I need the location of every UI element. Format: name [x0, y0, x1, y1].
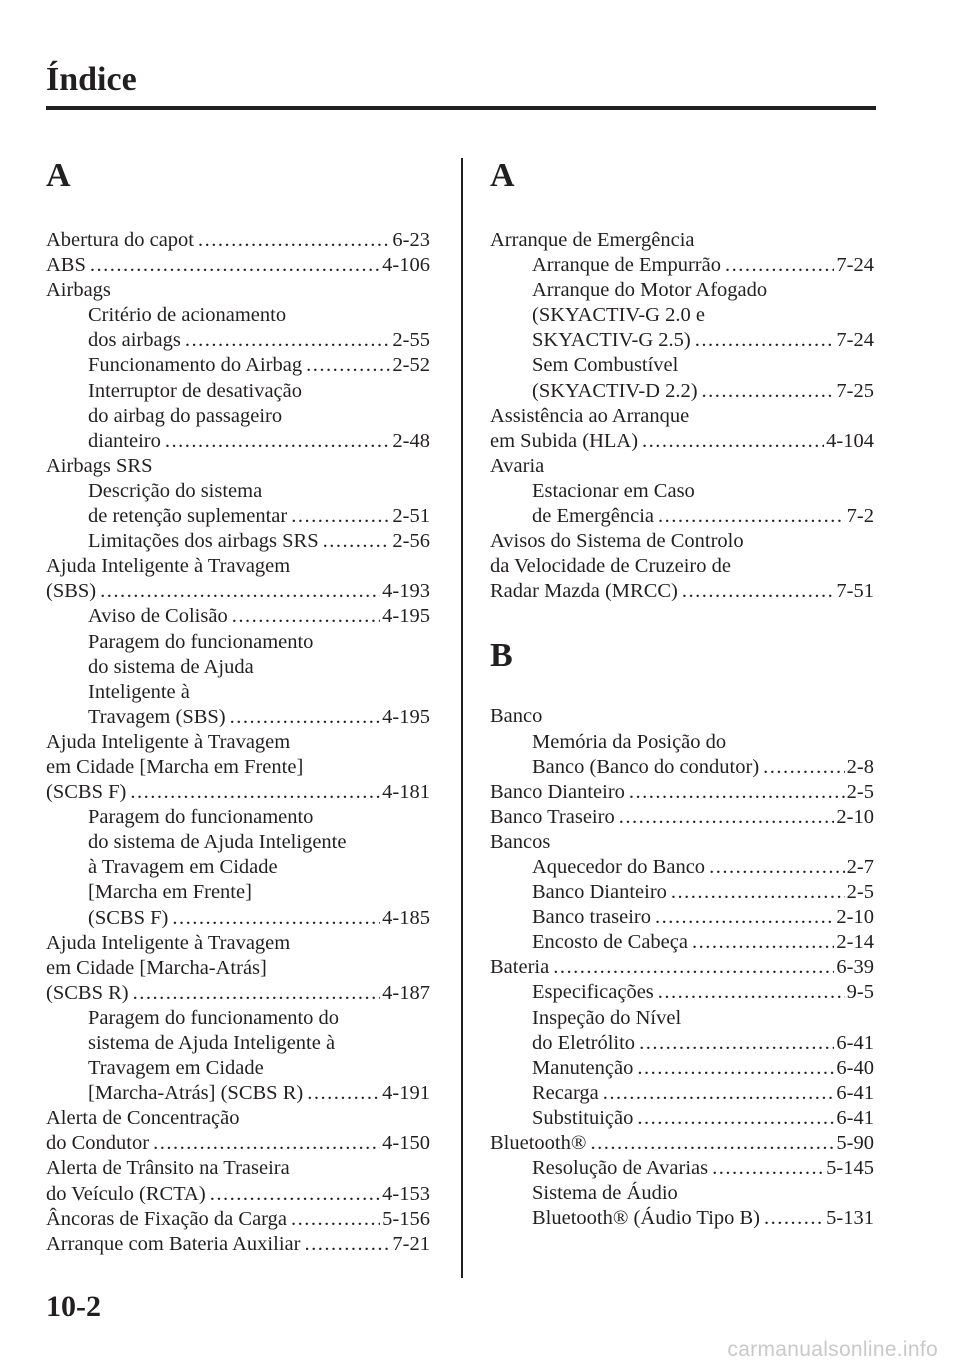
index-entry: [490, 228, 874, 253]
entry-text: Substituição: [532, 1106, 634, 1129]
entry-text: Alerta de Trânsito na Traseira: [46, 1157, 290, 1180]
index-subentry: [490, 730, 874, 755]
entry-text: de Emergência: [532, 505, 654, 528]
dot-leader: [210, 1182, 380, 1207]
entry-text: Descrição do sistema: [88, 479, 263, 502]
entry-text: sistema de Ajuda Inteligente à: [88, 1032, 336, 1054]
dot-leader: [153, 1131, 380, 1156]
index-subentry: [490, 1031, 874, 1056]
dot-leader: [306, 353, 390, 378]
page-reference: 7-51: [836, 580, 874, 603]
index-column-left: [46, 152, 430, 1257]
page-reference: 9-5: [846, 981, 874, 1004]
dot-leader: [304, 1232, 390, 1257]
index-subentry: [490, 880, 874, 905]
dot-leader: [590, 1131, 834, 1156]
index-entries: [490, 228, 874, 604]
index-entry: [490, 454, 874, 479]
entry-text: da Velocidade de Cruzeiro de: [490, 555, 731, 578]
page-reference: 7-25: [836, 379, 874, 402]
index-entry: [490, 1131, 874, 1156]
dot-leader: [637, 1106, 834, 1131]
dot-leader: [642, 429, 824, 454]
dot-leader: [130, 780, 380, 805]
index-subentry: [490, 353, 874, 378]
index-entry: [490, 805, 874, 830]
index-subentry: [46, 353, 430, 378]
page-reference: 2-10: [836, 906, 874, 929]
page-reference: 2-55: [392, 329, 430, 352]
dot-leader: [619, 805, 835, 830]
entry-text: Airbags SRS: [46, 454, 153, 477]
index-subentry: [46, 404, 430, 429]
entry-text: (SCBS F): [46, 781, 127, 804]
dot-leader: [307, 1081, 380, 1106]
index-subentry: [46, 805, 430, 830]
section-letter: A: [490, 157, 515, 194]
page-reference: 2-10: [836, 805, 874, 828]
dot-leader: [658, 980, 845, 1005]
index-entry: [46, 1156, 430, 1181]
entry-text: (SCBS R): [46, 981, 129, 1004]
index-entry: [46, 755, 430, 780]
page-reference: 5-90: [836, 1132, 874, 1154]
dot-leader: [232, 604, 380, 629]
dot-leader: [230, 705, 381, 730]
dot-leader: [702, 379, 835, 404]
dot-leader: [764, 1206, 824, 1231]
entry-text: Resolução de Avarias: [532, 1157, 709, 1180]
entry-text: Bluetooth®: [490, 1132, 587, 1154]
index-subentry: [46, 328, 430, 353]
entry-text: Banco Dianteiro: [532, 881, 667, 904]
entry-text: Limitações dos airbags SRS: [88, 530, 319, 553]
index-entry: [490, 704, 874, 729]
index-subentry: [46, 655, 430, 680]
column-divider: [461, 158, 463, 1278]
index-entry: [46, 1131, 430, 1156]
index-column-right: [490, 152, 874, 1231]
page-reference: 4-187: [382, 981, 430, 1004]
index-entry: [490, 529, 874, 554]
page-reference: 6-40: [836, 1056, 874, 1079]
entry-text: Manutenção: [532, 1056, 634, 1079]
page-reference: 4-104: [826, 429, 874, 452]
entry-text: [Marcha-Atrás] (SCBS R): [88, 1082, 304, 1105]
entry-text: de retenção suplementar: [88, 505, 288, 528]
dot-leader: [695, 328, 835, 353]
entry-text: à Travagem em Cidade: [88, 856, 278, 879]
index-subentry: [490, 905, 874, 930]
dot-leader: [709, 855, 845, 880]
dot-leader: [185, 328, 391, 353]
entry-text: Radar Mazda (MRCC): [490, 580, 678, 603]
entry-text: Arranque do Motor Afogado: [532, 279, 768, 302]
dot-leader: [198, 228, 390, 253]
index-entry: [490, 579, 874, 604]
index-subentry: [490, 755, 874, 780]
page-reference: 7-24: [836, 254, 874, 277]
page-reference: 6-41: [836, 1081, 874, 1104]
index-entry: [46, 1106, 430, 1131]
entry-text: do Veículo (RCTA): [46, 1182, 206, 1205]
entry-text: [Marcha em Frente]: [88, 881, 252, 904]
entry-text: ABS: [46, 254, 86, 277]
index-subentry: [46, 303, 430, 328]
dot-leader: [90, 253, 380, 278]
index-entry: [46, 253, 430, 278]
dot-leader: [637, 1056, 834, 1081]
dot-leader: [165, 429, 391, 454]
index-subentry: [46, 630, 430, 655]
index-subentry: [490, 504, 874, 529]
index-subentry: [490, 1056, 874, 1081]
index-subentry: [490, 379, 874, 404]
index-subentry: [490, 1106, 874, 1131]
dot-leader: [100, 579, 380, 604]
entry-text: Alerta de Concentração: [46, 1107, 240, 1130]
index-subentry: [46, 855, 430, 880]
entry-text: Recarga: [532, 1081, 599, 1104]
index-subentry: [46, 906, 430, 931]
entry-text: Inspeção do Nível: [532, 1006, 682, 1029]
page-reference: 4-181: [382, 781, 430, 804]
index-subentry: [46, 479, 430, 504]
page-reference: 2-52: [392, 354, 430, 377]
entry-text: Encosto de Cabeça: [532, 931, 688, 954]
entry-text: Banco traseiro: [532, 906, 651, 929]
entry-text: Abertura do capot: [46, 229, 194, 251]
entry-text: Inteligente à: [88, 680, 190, 703]
dot-leader: [291, 1207, 380, 1232]
entry-text: Airbags: [46, 279, 111, 302]
page-reference: 7-21: [392, 1232, 430, 1255]
entry-text: Aquecedor do Banco: [532, 855, 706, 878]
entry-text: Bancos: [490, 830, 551, 853]
entry-text: Estacionar em Caso: [532, 479, 695, 502]
index-subentry: [46, 830, 430, 855]
index-entry: [46, 554, 430, 579]
dot-leader: [639, 1031, 834, 1056]
entry-text: Travagem (SBS): [88, 705, 226, 728]
index-subentry: [46, 1031, 430, 1056]
dot-leader: [655, 905, 834, 930]
index-entry: [46, 981, 430, 1006]
page-reference: 2-7: [846, 855, 874, 878]
dot-leader: [291, 504, 390, 529]
entry-text: Especificações: [532, 981, 654, 1004]
index-subentry: [46, 880, 430, 905]
index-entry: [46, 1182, 430, 1207]
page-reference: 5-131: [826, 1207, 874, 1230]
section-letter: A: [46, 157, 71, 194]
index-subentry: [46, 604, 430, 629]
section-letter: B: [490, 637, 513, 675]
entry-text: (SKYACTIV-G 2.0 e: [532, 304, 705, 327]
entry-text: Arranque com Bateria Auxiliar: [46, 1232, 301, 1255]
index-subentry: [490, 303, 874, 328]
entry-text: do airbag do passageiro: [88, 404, 283, 427]
index-entry: [46, 956, 430, 981]
dot-leader: [658, 504, 845, 529]
index-entry: [46, 730, 430, 755]
entry-text: (SCBS F): [88, 906, 169, 929]
index-entry: [490, 830, 874, 855]
index-entries: [46, 228, 430, 1257]
entry-text: Ajuda Inteligente à Travagem: [46, 555, 291, 578]
watermark: carmanualsonline.info: [727, 1338, 938, 1361]
entry-text: do Condutor: [46, 1132, 150, 1155]
index-subentry: [490, 328, 874, 353]
dot-leader: [671, 880, 845, 905]
index-subentry: [490, 278, 874, 303]
entry-text: Interruptor de desativação: [88, 379, 303, 402]
entry-text: dos airbags: [88, 329, 181, 352]
index-entry: [490, 955, 874, 980]
page-reference: 2-48: [392, 429, 430, 452]
index-subentry: [490, 1006, 874, 1031]
page-number: 10-2: [46, 1290, 101, 1323]
page-reference: 4-191: [382, 1082, 430, 1105]
index-subentry: [46, 1006, 430, 1031]
index-subentry: [46, 529, 430, 554]
index-subentry: [490, 1206, 874, 1231]
index-subentry: [46, 680, 430, 705]
index-subentry: [46, 429, 430, 454]
index-entry: [46, 931, 430, 956]
index-entry: [46, 228, 430, 253]
page-reference: 2-5: [846, 780, 874, 803]
dot-leader: [682, 579, 835, 604]
page-reference: 6-41: [836, 1106, 874, 1129]
index-subentry: [490, 253, 874, 278]
entry-text: do Eletrólito: [532, 1031, 636, 1054]
page-reference: 6-39: [836, 956, 874, 979]
page-reference: 2-5: [846, 881, 874, 904]
entry-text: Avisos do Sistema de Controlo: [490, 530, 744, 553]
page-reference: 5-145: [826, 1157, 874, 1180]
index-subentry: [46, 379, 430, 404]
entry-text: (SKYACTIV-D 2.2): [532, 379, 698, 402]
entry-text: Paragem do funcionamento: [88, 630, 314, 653]
dot-leader: [725, 253, 834, 278]
index-entry: [46, 1232, 430, 1257]
entry-text: Sem Combustível: [532, 354, 679, 377]
page-reference: 2-51: [392, 505, 430, 528]
page-reference: 2-8: [846, 755, 874, 778]
index-subentry: [490, 1156, 874, 1181]
index-subentry: [46, 1081, 430, 1106]
dot-leader: [323, 529, 391, 554]
index-subentry: [490, 1081, 874, 1106]
dot-leader: [712, 1156, 824, 1181]
entry-text: Aviso de Colisão: [88, 605, 228, 628]
entry-text: em Subida (HLA): [490, 429, 639, 452]
page-title: Índice: [46, 61, 137, 98]
page-reference: 7-2: [846, 505, 874, 528]
page-reference: 6-23: [392, 229, 430, 251]
index-subentry: [46, 504, 430, 529]
entry-text: do sistema de Ajuda Inteligente: [88, 831, 347, 854]
entry-text: Ajuda Inteligente à Travagem: [46, 730, 291, 753]
entry-text: (SBS): [46, 580, 97, 603]
dot-leader: [553, 955, 834, 980]
dot-leader: [603, 1081, 835, 1106]
entry-text: Avaria: [490, 454, 545, 477]
entry-text: Banco: [490, 705, 543, 728]
dot-leader: [133, 981, 381, 1006]
page-reference: 7-24: [836, 329, 874, 352]
entry-text: Banco Dianteiro: [490, 780, 625, 803]
page-reference: 2-14: [836, 931, 874, 954]
entry-text: Memória da Posição do: [532, 730, 727, 753]
index-subentry: [490, 1181, 874, 1206]
dot-leader: [692, 930, 834, 955]
entry-text: Âncoras de Fixação da Carga: [46, 1207, 287, 1230]
entry-text: Arranque de Empurrão: [532, 254, 721, 277]
entry-text: Bluetooth® (Áudio Tipo B): [532, 1207, 761, 1230]
entry-text: Arranque de Emergência: [490, 229, 695, 251]
page-reference: 4-150: [382, 1132, 430, 1155]
index-entry: [46, 454, 430, 479]
index-subentry: [490, 980, 874, 1005]
index-entry: [490, 429, 874, 454]
entry-text: dianteiro: [88, 429, 161, 452]
dot-leader: [629, 780, 845, 805]
dot-leader: [172, 906, 380, 931]
page-reference: 4-195: [382, 605, 430, 628]
index-subentry: [46, 705, 430, 730]
index-subentry: [490, 855, 874, 880]
dot-leader: [763, 755, 845, 780]
entry-text: Banco Traseiro: [490, 805, 615, 828]
entry-text: do sistema de Ajuda: [88, 655, 254, 678]
page-reference: 4-195: [382, 705, 430, 728]
page-reference: 4-185: [382, 906, 430, 929]
entry-text: Assistência ao Arranque: [490, 404, 690, 427]
index-subentry: [490, 930, 874, 955]
page-reference: 5-156: [382, 1207, 430, 1230]
header-rule: [46, 106, 876, 110]
page-reference: 4-153: [382, 1182, 430, 1205]
index-entries: [490, 704, 874, 1231]
entry-text: Sistema de Áudio: [532, 1182, 678, 1205]
entry-text: SKYACTIV-G 2.5): [532, 329, 691, 352]
page-reference: 2-56: [392, 530, 430, 553]
page-reference: 4-193: [382, 580, 430, 603]
entry-text: Paragem do funcionamento: [88, 806, 314, 829]
index-subentry: [490, 479, 874, 504]
entry-text: Banco (Banco do condutor): [532, 755, 760, 778]
index-entry: [490, 780, 874, 805]
page-reference: 4-106: [382, 254, 430, 277]
index-entry: [46, 579, 430, 604]
index-entry: [46, 1207, 430, 1232]
entry-text: Critério de acionamento: [88, 304, 287, 327]
index-entry: [46, 278, 430, 303]
index-entry: [490, 554, 874, 579]
entry-text: Paragem do funcionamento do: [88, 1006, 340, 1029]
entry-text: Funcionamento do Airbag: [88, 354, 303, 377]
index-entry: [46, 780, 430, 805]
page-reference: 6-41: [836, 1031, 874, 1054]
entry-text: Bateria: [490, 956, 550, 979]
index-entry: [490, 404, 874, 429]
index-subentry: [46, 1056, 430, 1081]
entry-text: em Cidade [Marcha-Atrás]: [46, 956, 267, 979]
entry-text: Ajuda Inteligente à Travagem: [46, 931, 291, 954]
entry-text: Travagem em Cidade: [88, 1057, 264, 1080]
entry-text: em Cidade [Marcha em Frente]: [46, 755, 304, 778]
